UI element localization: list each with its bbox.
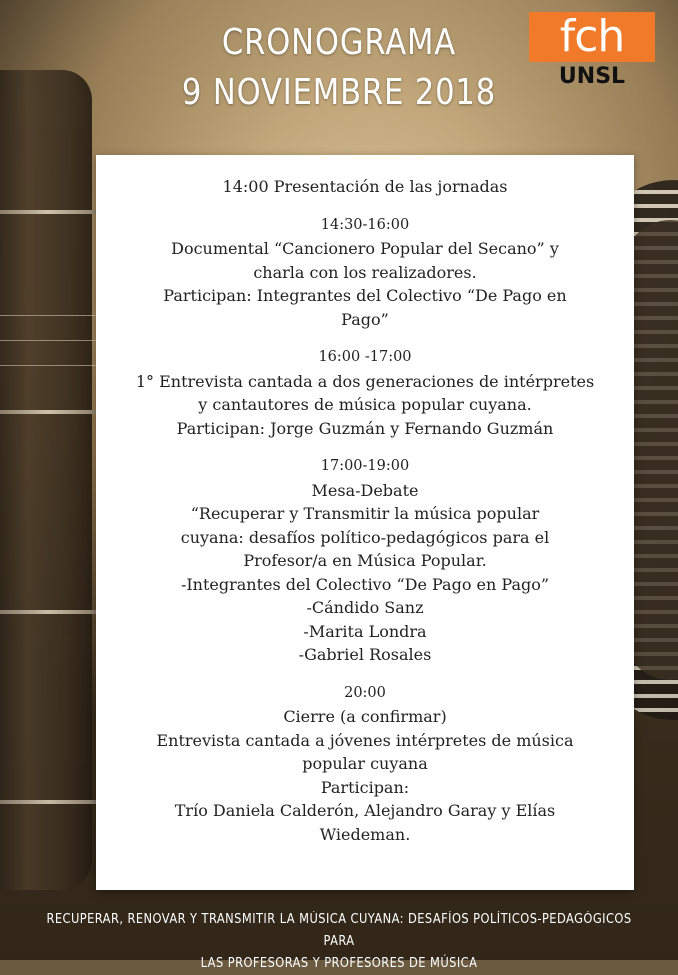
schedule-block-opening xyxy=(106,175,624,199)
schedule-line: Cierre (a confirmar) xyxy=(283,707,447,726)
schedule-line: Participan: xyxy=(320,777,410,797)
guitar-fret xyxy=(0,210,96,214)
schedule-block-cierre xyxy=(106,682,624,847)
schedule-line: y cantautores de música popular cuyana. xyxy=(198,395,532,414)
schedule-line: Mesa-Debate xyxy=(311,480,419,500)
schedule-line: -Cándido Sanz xyxy=(306,598,424,617)
schedule-block-entrevista xyxy=(106,346,624,440)
footer-line: RECUPERAR, RENOVAR Y TRANSMITIR LA MÚSICA CUYANA: DESAFÍOS POLÍTICOS-PEDAGÓGICOS PARA xyxy=(46,912,632,949)
schedule-line: Profesor/a en Música Popular. xyxy=(243,551,487,570)
schedule-block-mesa-debate xyxy=(106,455,624,667)
schedule-line: 1° Entrevista cantada a dos generaciones de intérpretes xyxy=(135,371,595,391)
schedule-time: 17:00-19:00 xyxy=(320,458,410,474)
footer-tagline xyxy=(41,909,638,975)
guitar-fret xyxy=(0,800,96,804)
schedule-line: Pago” xyxy=(341,309,389,329)
logo-unsl: UNSL xyxy=(558,64,626,89)
schedule-content xyxy=(106,175,624,861)
schedule-line: -Gabriel Rosales xyxy=(298,645,432,664)
page-title: CRONOGRAMA xyxy=(221,22,457,63)
schedule-time: 20:00 xyxy=(344,684,386,701)
schedule-line: Documental “Cancionero Popular del Secano” y xyxy=(171,239,559,258)
guitar-string xyxy=(0,315,100,316)
fch-unsl-logo xyxy=(529,12,655,90)
schedule-line: Participan: Jorge Guzmán y Fernando Guzmán xyxy=(176,418,554,438)
schedule-line: Wiedeman. xyxy=(319,824,411,844)
schedule-line: Trío Daniela Calderón, Alejandro Garay y Elías xyxy=(174,801,556,820)
schedule-line: cuyana: desafíos político-pedagógicos para el xyxy=(180,527,550,547)
schedule-block-documental xyxy=(106,214,624,332)
guitar-fret xyxy=(0,410,96,414)
schedule-line: -Marita Londra xyxy=(303,621,427,641)
guitar-string xyxy=(0,340,100,341)
footer-line: LAS PROFESORAS Y PROFESORES DE MÚSICA xyxy=(200,956,478,971)
schedule-time: 14:30-16:00 xyxy=(320,216,410,233)
event-date: 9 NOVIEMBRE 2018 xyxy=(181,72,497,113)
schedule-line: “Recuperar y Transmitir la música popular xyxy=(190,504,540,523)
schedule-line: -Integrantes del Colectivo “De Pago en Pago” xyxy=(180,574,550,594)
guitar-neck-image xyxy=(0,70,92,890)
schedule-line: Participan: Integrantes del Colectivo “De Pago en xyxy=(163,286,567,305)
schedule-line: 14:00 Presentación de las jornadas xyxy=(222,177,508,196)
logo-fch: fch xyxy=(529,12,655,62)
schedule-line: charla con los realizadores. xyxy=(253,262,477,282)
guitar-string xyxy=(0,365,100,366)
schedule-line: popular cuyana xyxy=(302,754,428,773)
schedule-line: Entrevista cantada a jóvenes intérpretes de música xyxy=(156,730,574,750)
schedule-card xyxy=(96,155,634,890)
guitar-fret xyxy=(0,610,96,614)
schedule-time: 16:00 -17:00 xyxy=(318,349,412,365)
